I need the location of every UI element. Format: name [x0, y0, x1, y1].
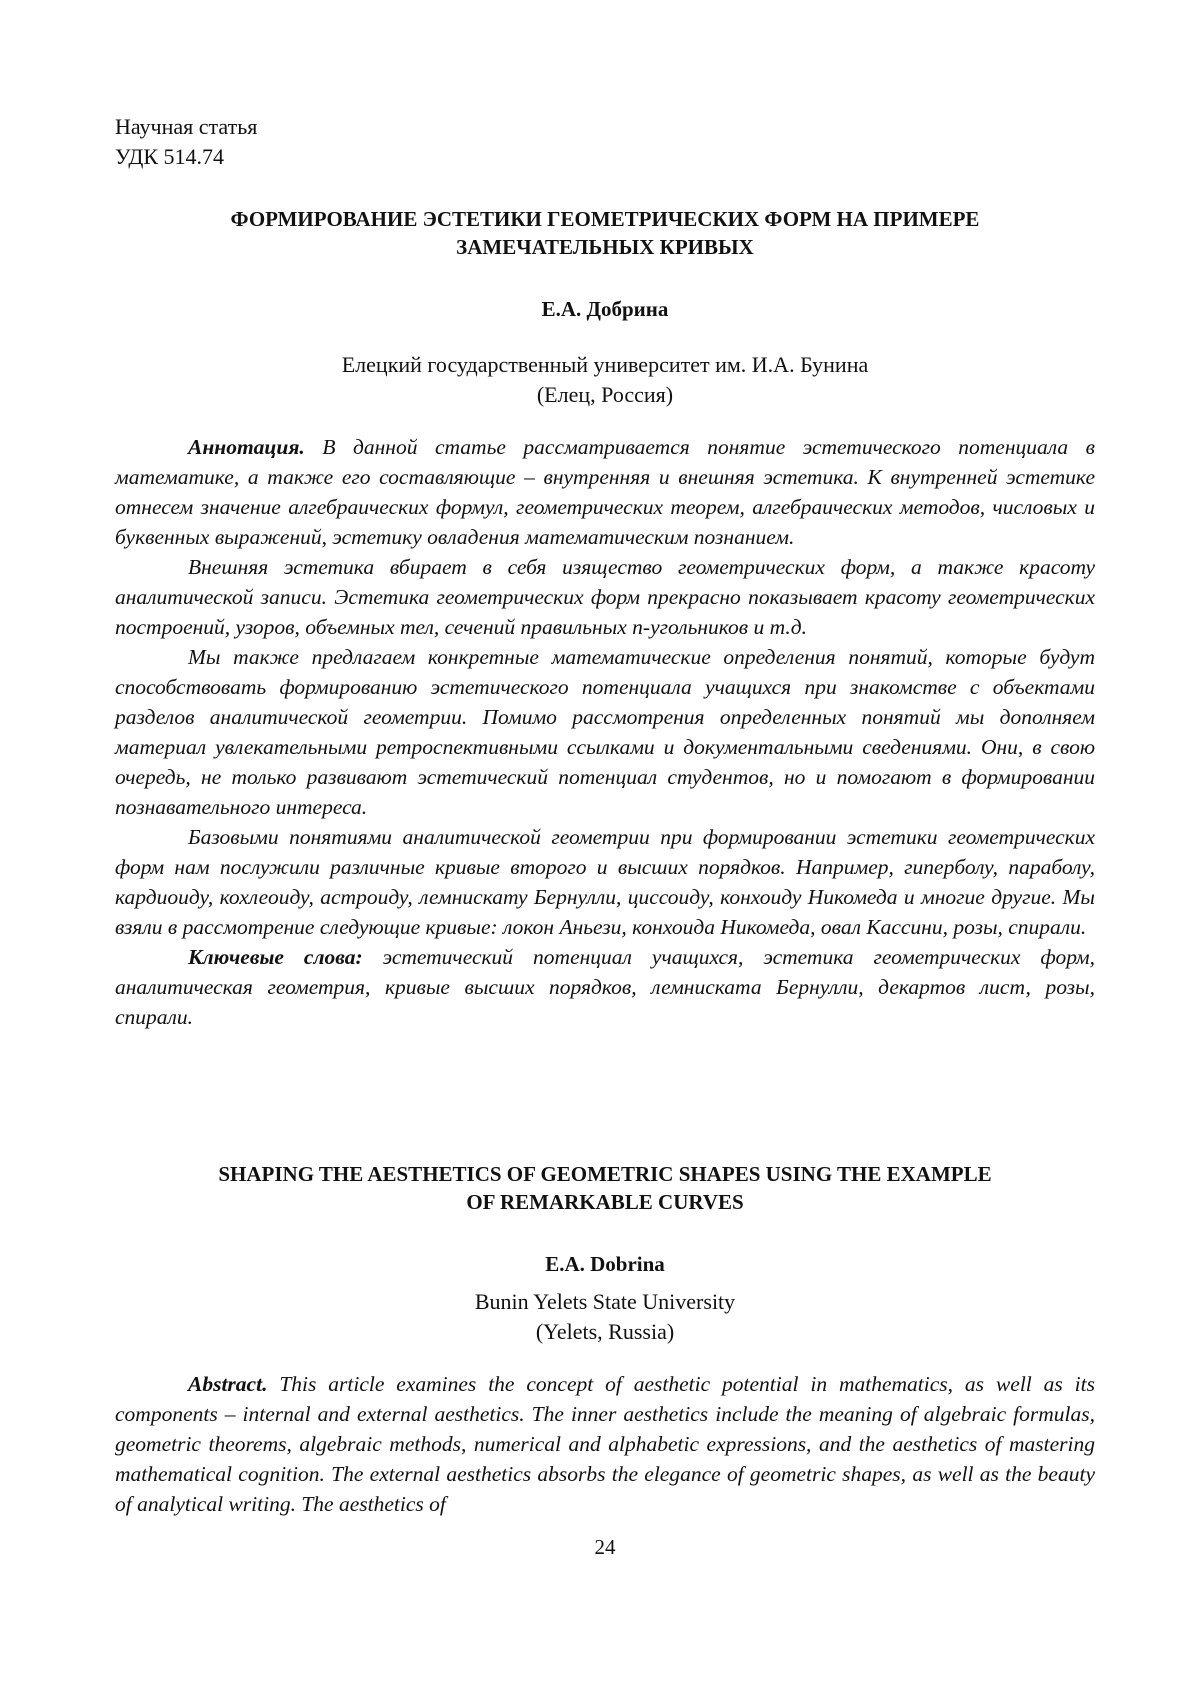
en-abstract-label: Abstract.	[188, 1372, 268, 1396]
ru-title	[115, 205, 1095, 261]
ru-author: Е.А. Добрина	[541, 297, 669, 321]
ru-abstract-paragraph-3: Мы также предлагаем конкретные математические определения понятий, которые будут способствовать формированию эстетического потенциала учащихся при знакомстве с объектами разделов аналитической геометрии. Помимо рассмотрения определенных понятий мы дополняем материал увлекательными ретроспективными ссылками и документальными сведениями. Они, в свою очередь, не только развивают эстетический потенциал студентов, но и помогают в формировании познавательного интереса.	[115, 645, 1095, 819]
ru-title-line-1: ФОРМИРОВАНИЕ ЭСТЕТИКИ ГЕОМЕТРИЧЕСКИХ ФОРМ НА ПРИМЕРЕ	[230, 207, 980, 231]
udc-code: УДК 514.74	[115, 144, 225, 169]
ru-abstract	[115, 432, 1095, 1032]
ru-title-line-2: ЗАМЕЧАТЕЛЬНЫХ КРИВЫХ	[456, 235, 754, 259]
page-number: 24	[594, 1535, 616, 1559]
en-title-line-1: SHAPING THE AESTHETICS OF GEOMETRIC SHAPES USING THE EXAMPLE	[218, 1162, 992, 1186]
en-abstract-text: This article examines the concept of aesthetic potential in mathematics, as well as its components – internal and external aesthetics. The inner aesthetics include the meaning of algebraic formulas, geometric theorems, algebraic methods, numerical and alphabetic expressions, and the aesthetics of mastering mathematical cognition. The external aesthetics absorbs the elegance of geometric shapes, as well as the beauty of analytical writing. The aesthetics of	[115, 1372, 1095, 1516]
article-type: Научная статья	[115, 114, 258, 139]
ru-keywords-text: эстетический потенциал учащихся, эстетика геометрических форм, аналитическая геометрия, кривые высших порядков, лемниската Бернулли, декартов лист, розы, спирали.	[115, 945, 1095, 1029]
en-abstract	[115, 1369, 1095, 1519]
en-affiliation-block	[115, 1287, 1095, 1347]
ru-abstract-text-1: В данной статье рассматривается понятие эстетического потенциала в математике, а также его составляющие – внутренняя и внешняя эстетика. К внутренней эстетике отнесем значение алгебраических формул, геометрических теорем, алгебраических методов, числовых и буквенных выражений, эстетику овладения математическим познанием.	[115, 435, 1095, 549]
en-title-line-2: OF REMARKABLE CURVES	[466, 1190, 744, 1214]
en-abstract-paragraph	[115, 1369, 1095, 1519]
ru-abstract-paragraph-1	[115, 432, 1095, 552]
ru-affiliation: Елецкий государственный университет им. И.А. Бунина	[341, 352, 869, 377]
en-author: E.A. Dobrina	[545, 1252, 665, 1276]
ru-abstract-paragraph-4: Базовыми понятиями аналитической геометрии при формировании эстетики геометрических форм нам послужили различные кривые второго и высших порядков. Например, гиперболу, параболу, кардиоиду, кохлеоиду, астроиду, лемнискату Бернулли, циссоиду, конхоиду Никомеда и многие другие. Мы взяли в рассмотрение следующие кривые: локон Аньези, конхоида Никомеда, овал Кассини, розы, спирали.	[115, 825, 1095, 939]
en-title	[115, 1160, 1095, 1216]
en-affiliation: Bunin Yelets State University	[474, 1289, 736, 1314]
ru-affiliation-block	[115, 350, 1095, 410]
ru-keywords	[115, 942, 1095, 1032]
en-location: (Yelets, Russia)	[535, 1319, 675, 1344]
ru-abstract-label: Аннотация.	[188, 435, 305, 459]
ru-keywords-label: Ключевые слова:	[188, 945, 363, 969]
ru-abstract-paragraph-2: Внешняя эстетика вбирает в себя изящество геометрических форм, а также красоту аналитической записи. Эстетика геометрических форм прекрасно показывает красоту геометрических построений, узоров, объемных тел, сечений правильных n-угольников и т.д.	[115, 555, 1095, 639]
ru-location: (Елец, Россия)	[536, 382, 674, 407]
article-meta	[115, 112, 257, 172]
